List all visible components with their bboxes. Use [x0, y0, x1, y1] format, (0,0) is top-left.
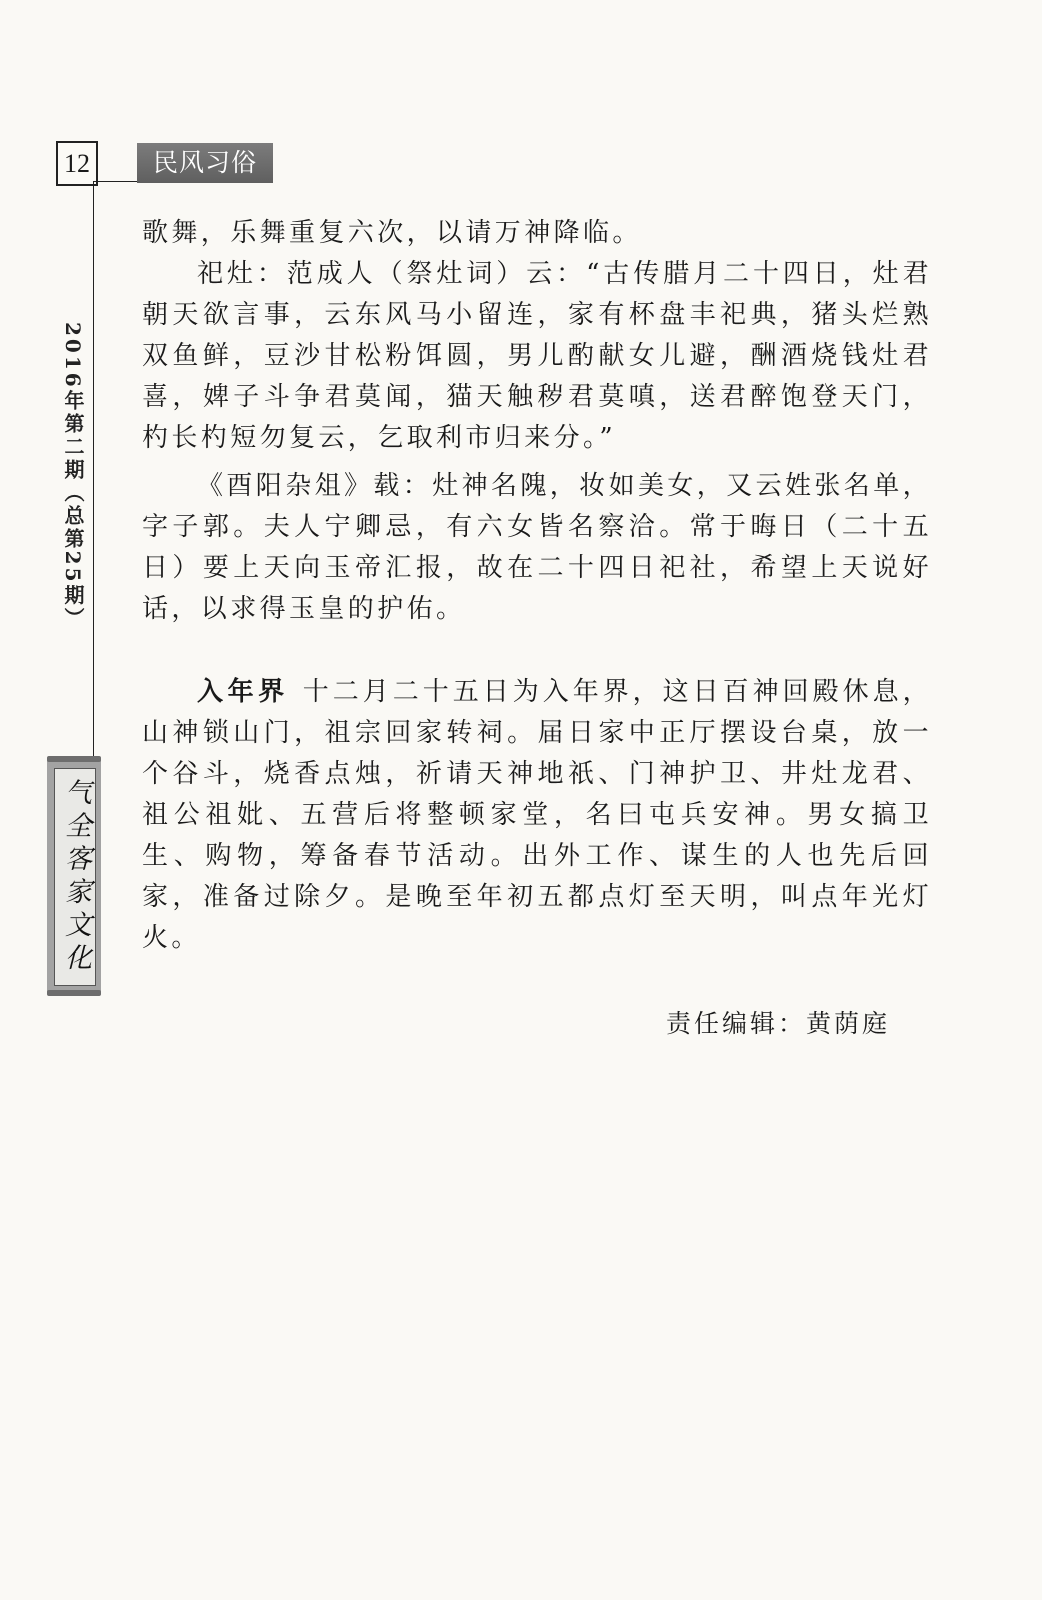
scroll-bottom-rod — [47, 990, 101, 996]
section-title: 民风习俗 — [137, 143, 273, 183]
paragraph-sizao: 祀灶：范成人（祭灶词）云：“古传腊月二十四日，灶君朝天欲言事，云东风马小留连，家有杯盘丰祀典，猪头烂熟双鱼鲜，豆沙甘松粉饵圆，男儿酌献女儿避，酬酒烧钱灶君喜，婢子斗争君莫闻，猫天触秽君莫嗔，送君醉饱登天门，杓长杓短勿复云，乞取利市归来分。” — [142, 259, 932, 453]
scroll-top-rod — [47, 756, 101, 762]
paragraph-youyang: 《酉阳杂俎》载：灶神名隗，妆如美女，又云姓张名单，字子郭。夫人宁卿忌，有六女皆名察洽。常于晦日（二十五日）要上天向玉帝汇报，故在二十四日祀社，希望上天说好话，以求得玉皇的护佑。 — [142, 471, 933, 624]
editor-credit: 责任编辑：黄荫庭 — [666, 1009, 891, 1038]
term-heading: 入年界 — [197, 677, 289, 707]
scroll-seal-logo — [47, 756, 101, 996]
page-number: 12 — [56, 141, 98, 186]
paragraph-body: 十二月二十五日为入年界，这日百神回殿休息，山神锁山门，祖宗回家转祠。届日家中正厅摆设台桌，放一个谷斗，烧香点烛，祈请天神地祇、门神护卫、井灶龙君、祖公祖妣、五营后将整顿家堂，名曰屯兵安神。男女搞卫生、购物，筹备春节活动。出外工作、谋生的人也先后回家，准备过除夕。是晚至年初五都点灯至天明，叫点年光灯火。 — [142, 677, 932, 953]
margin-rule — [93, 181, 94, 771]
paragraph-ru-nian-jie — [142, 672, 932, 959]
seal-text: 气全客家文化 — [54, 768, 96, 986]
paragraph-continuation: 歌舞，乐舞重复六次，以请万神降临。 — [142, 218, 642, 248]
issue-info: 2016年第二期（总第25期） — [61, 322, 85, 631]
